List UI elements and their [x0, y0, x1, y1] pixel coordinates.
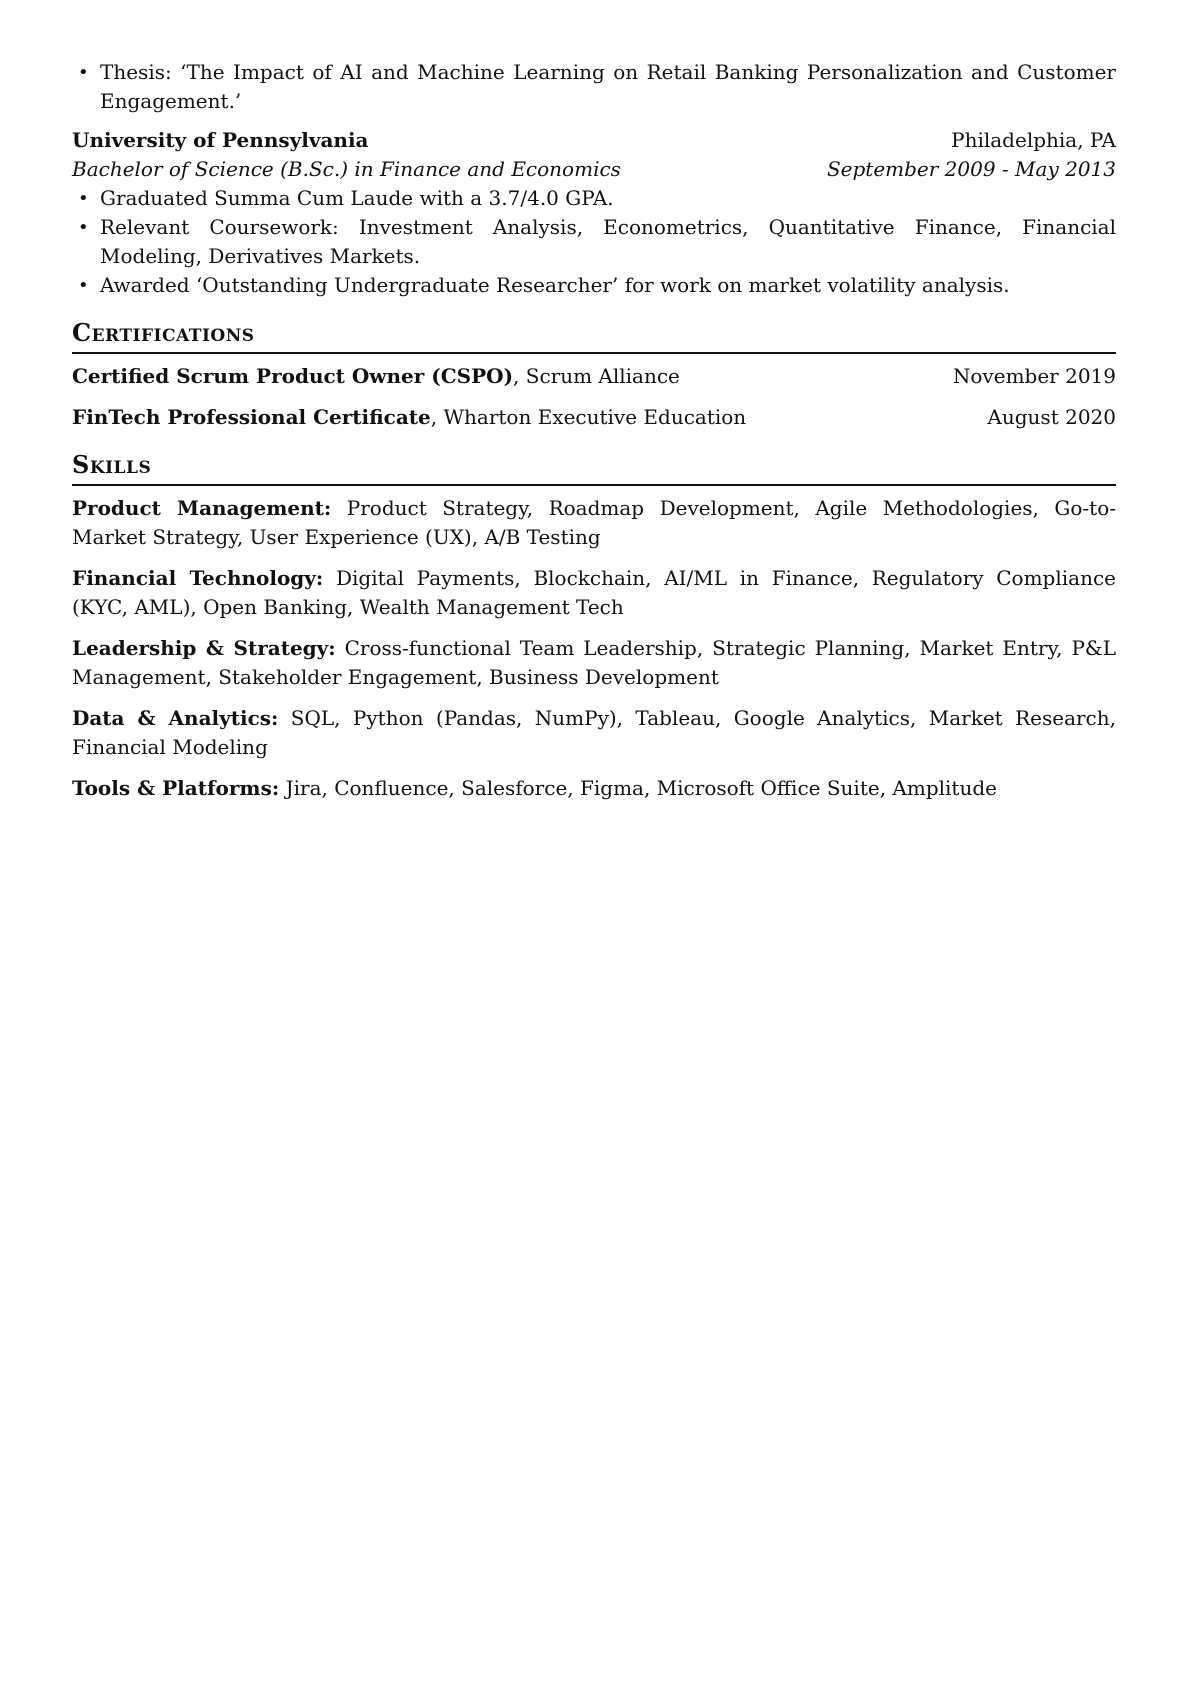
education-entry: [72, 126, 1116, 300]
certifications-heading: Certifications: [72, 318, 255, 347]
bullet-text: Graduated Summa Cum Laude with a 3.7/4.0 GPA.: [100, 186, 614, 210]
list-item: [72, 184, 1116, 213]
certification-item: [72, 362, 1116, 391]
education-bullets: [72, 184, 1116, 300]
list-item: [72, 58, 1116, 116]
skills-heading: Skills: [72, 450, 152, 479]
skill-group-label: Tools & Platforms:: [72, 776, 280, 800]
skill-group-label: Leadership & Strategy:: [72, 636, 336, 660]
certification-text: [72, 403, 746, 432]
skill-group: [72, 564, 1116, 622]
bullet-icon: •: [78, 275, 89, 296]
skill-group: [72, 774, 1116, 803]
bullet-icon: •: [78, 217, 89, 238]
certification-date: November 2019: [952, 364, 1116, 388]
skill-group-label: Data & Analytics:: [72, 706, 279, 730]
skill-group: [72, 634, 1116, 692]
bullet-text: Thesis: ‘The Impact of AI and Machine Learning on Retail Banking Personalization and Customer Engagement.’: [100, 60, 1116, 113]
skill-group-text: Cross-functional Team Leadership, Strategic Planning, Market Entry, P&L Management, Stakeholder Engagement, Business Development: [72, 636, 1116, 689]
certification-item: [72, 403, 1116, 432]
certification-issuer: , Wharton Executive Education: [430, 405, 747, 429]
certification-issuer: , Scrum Alliance: [513, 364, 680, 388]
resume-page: [72, 58, 1116, 815]
bullet-text: Awarded ‘Outstanding Undergraduate Researcher’ for work on market volatility analysis.: [100, 273, 1010, 297]
degree-dates: September 2009 - May 2013: [826, 157, 1116, 181]
bullet-icon: •: [78, 188, 89, 209]
certification-date: August 2020: [987, 405, 1116, 429]
skill-group-text: SQL, Python (Pandas, NumPy), Tableau, Google Analytics, Market Research, Financial Modeling: [72, 706, 1116, 759]
bullet-icon: •: [78, 62, 89, 83]
certification-name: Certified Scrum Product Owner (CSPO): [72, 364, 514, 388]
prior-education-bullets: [72, 58, 1116, 116]
skill-group: [72, 704, 1116, 762]
list-item: [72, 271, 1116, 300]
skill-group-text: Jira, Confluence, Salesforce, Figma, Microsoft Office Suite, Amplitude: [279, 776, 997, 800]
skill-group-text: Digital Payments, Blockchain, AI/ML in Finance, Regulatory Compliance (KYC, AML), Open Banking, Wealth Management Tech: [72, 566, 1116, 619]
bullet-text: Relevant Coursework: Investment Analysis, Econometrics, Quantitative Finance, Financial Modeling, Derivatives Markets.: [100, 215, 1116, 268]
degree-title: Bachelor of Science (B.Sc.) in Finance and Economics: [72, 157, 621, 181]
certification-text: [72, 362, 680, 391]
section-divider: [72, 484, 1116, 486]
skill-group-label: Product Management:: [72, 496, 332, 520]
skill-group: [72, 494, 1116, 552]
institution-location: Philadelphia, PA: [951, 128, 1116, 152]
institution-name: University of Pennsylvania: [72, 128, 369, 152]
list-item: [72, 213, 1116, 271]
skill-group-label: Financial Technology:: [72, 566, 324, 590]
certification-name: FinTech Professional Certificate: [72, 405, 431, 429]
skill-group-text: Product Strategy, Roadmap Development, Agile Methodologies, Go-to-Market Strategy, User Experience (UX), A/B Testing: [72, 496, 1116, 549]
section-divider: [72, 352, 1116, 354]
